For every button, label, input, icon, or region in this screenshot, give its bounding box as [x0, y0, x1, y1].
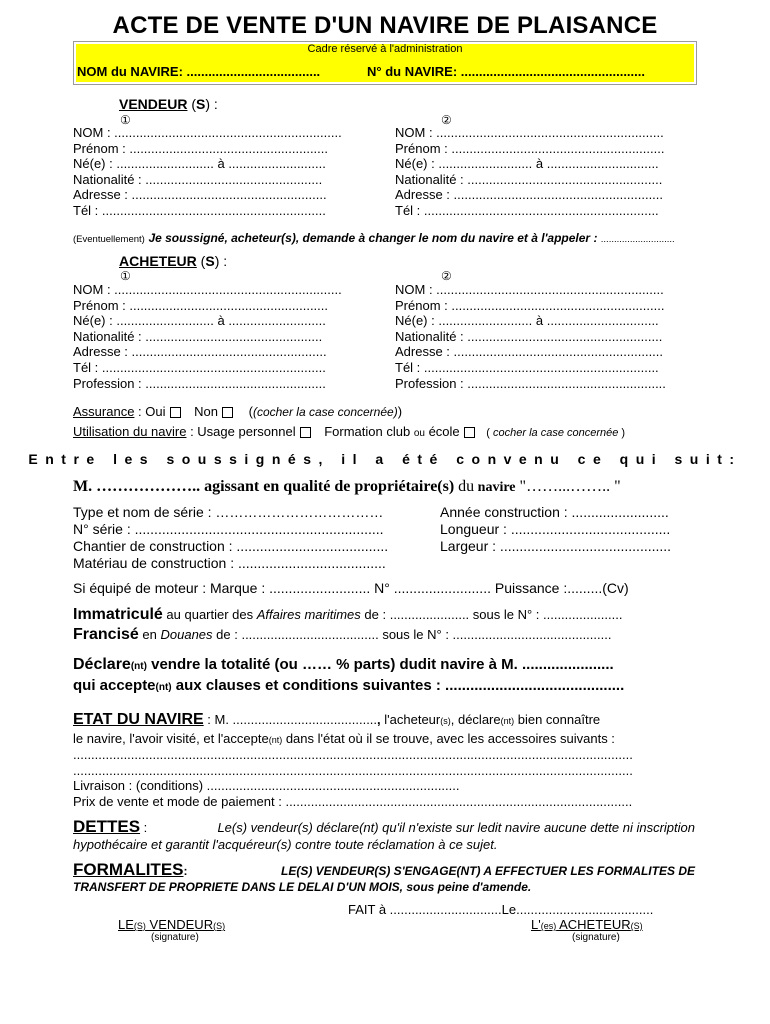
acheteur-1-fields — [73, 282, 342, 391]
vendeur-heading: VENDEUR (S) : — [119, 96, 218, 112]
ecole-checkbox[interactable] — [464, 427, 475, 438]
vendeur-2-nom[interactable]: NOM : ............................................................... — [395, 125, 664, 140]
ou-label: ou — [413, 428, 425, 439]
accessoires-field-1[interactable]: ........................................................................................................................................................... — [73, 747, 633, 762]
francise-fields[interactable]: de : ...................................... sous le N° : ............................................ — [212, 627, 612, 642]
vendeur-2-adresse[interactable]: Adresse : .......................................................... — [395, 187, 664, 203]
ecole-label: école — [428, 424, 460, 439]
acheteur-1-naissance[interactable]: Né(e) : ........................... à ........................... — [73, 313, 326, 329]
vendeur-2-tel[interactable]: Tél : ................................................................. — [395, 202, 659, 218]
acheteur-heading: ACHETEUR (S) : — [119, 253, 228, 269]
assurance-oui-checkbox[interactable] — [170, 407, 181, 418]
name-change-prefix: (Eventuellement) — [73, 234, 145, 245]
assurance-non-label: Non — [194, 404, 218, 419]
francise-line: Francisé en Douanes de : ...................................... sous le N° : ............................................ — [73, 626, 612, 643]
acheteur-2-nom[interactable]: NOM : ............................................................... — [395, 282, 664, 297]
declare-fields[interactable]: vendre la totalité (ou …… % parts) dudit navire à M. ...................... — [146, 656, 614, 673]
fait-line[interactable]: FAIT à ...............................Le...................................... — [348, 902, 654, 917]
acheteur-1-tel[interactable]: Tél : .............................................................. — [73, 359, 326, 375]
vendeur-1-nationalite[interactable]: Nationalité : ................................................. — [73, 171, 323, 187]
vendeur-1-adresse[interactable]: Adresse : ...................................................... — [73, 187, 327, 203]
navire-name-field[interactable]: "……...…….. " — [515, 478, 621, 495]
vendeur-1-naissance[interactable]: Né(e) : ........................... à ........................... — [73, 156, 326, 172]
page-title: ACTE DE VENTE D'UN NAVIRE DE PLAISANCE — [112, 12, 658, 39]
acheteur-1-prenom[interactable]: Prénom : ....................................................... — [73, 297, 329, 313]
vendeur-1-tel[interactable]: Tél : .............................................................. — [73, 202, 326, 218]
acheteur-2-number: ② — [441, 269, 452, 283]
vendeur-2-naissance[interactable]: Né(e) : .......................... à ............................... — [395, 156, 659, 172]
acheteur-1-profession[interactable]: Profession : .................................................. — [73, 375, 326, 391]
materiau-field[interactable]: Matériau de construction : ...................................... — [73, 555, 386, 571]
type-nom-serie-field[interactable]: Type et nom de série : ……………………………… — [73, 504, 384, 520]
utilisation-note: ( cocher la case concernée ) — [486, 427, 626, 439]
formation-club-label: Formation club — [324, 424, 411, 439]
name-change-text: Je soussigné, acheteur(s), demande à changer le nom du navire et à l'appeler : — [148, 231, 601, 245]
acheteur-1-nationalite[interactable]: Nationalité : ................................................. — [73, 328, 323, 344]
dettes-label: DETTES — [73, 817, 141, 836]
livraison-field[interactable]: Livraison : (conditions) ...................................................................... — [73, 778, 460, 793]
acheteur-2-tel[interactable]: Tél : ................................................................. — [395, 359, 659, 375]
acheteur-signature-caption: (signature) — [572, 932, 620, 943]
declare-line-2: qui accepte(nt) aux clauses et conditions suivantes : ........................................... — [73, 677, 625, 694]
formalites-label: FORMALITES — [73, 860, 184, 879]
name-change-line — [73, 230, 675, 245]
immatricule-fields[interactable]: de : ...................... sous le N° : ...................... — [360, 607, 623, 622]
acheteur-2-naissance[interactable]: Né(e) : .......................... à ............................... — [395, 313, 659, 329]
dettes-text-line-2: hypothécaire et garantit l'acquéreur(s) contre toute réclamation à ce sujet. — [73, 837, 498, 852]
formalites-text-line-2: TRANSFERT DE PROPRIETE DANS LE DELAI D'UN MOIS, sous peine d'amende. — [73, 880, 532, 894]
agissant-line: M. ……………….. agissant en qualité de propriétaire(s) du navire "……...…….. " — [73, 478, 621, 495]
numero-serie-field[interactable]: N° série : ................................................................ — [73, 521, 384, 537]
vendeur-2-number: ② — [441, 113, 452, 127]
formalites-section: FORMALITES: LE(S) VENDEUR(S) S'ENGAGE(NT) A EFFECTUER LES FORMALITES DE TRANSFERT DE PROPRIETE DANS LE DELAI D'UN MOIS, sous peine d'amende. — [73, 860, 695, 894]
etat-line-1: ETAT DU NAVIRE : M. ........................................, l'acheteur(s), déclare(nt) bien connaître — [73, 711, 601, 728]
assurance-note: ((cocher la case concernée)) — [248, 404, 403, 419]
assurance-line: Assurance : Oui Non ((cocher la case concernée)) — [73, 404, 403, 419]
etat-details — [73, 747, 633, 809]
dettes-section: DETTES : Le(s) vendeur(s) déclare(nt) qu'il n'existe sur ledit navire aucune dette ni inscription hypothécaire et garantit l'acquéreur(s) contre toute réclamation à ce sujet. — [73, 817, 695, 852]
chantier-field[interactable]: Chantier de construction : ....................................... — [73, 538, 389, 554]
accessoires-field-2[interactable]: ........................................................................................................................................................... — [73, 762, 633, 778]
moteur-line[interactable]: Si équipé de moteur : Marque : .......................... N° ......................... Puissance :.........(Cv) — [73, 580, 629, 596]
acheteur-1-nom[interactable]: NOM : ............................................................... — [73, 282, 342, 297]
assurance-non-checkbox[interactable] — [222, 407, 233, 418]
francise-label: Francisé — [73, 626, 139, 643]
longueur-field[interactable]: Longueur : ......................................... — [440, 521, 671, 537]
utilisation-label: Utilisation du navire — [73, 424, 187, 439]
admin-box — [73, 41, 697, 85]
specs-left — [73, 504, 388, 572]
vendeur-signature-heading: LE(S) VENDEUR(S) — [118, 917, 226, 932]
assurance-label: Assurance — [73, 404, 135, 419]
assurance-oui-label: Oui — [145, 404, 166, 419]
acheteur-1-adresse[interactable]: Adresse : ...................................................... — [73, 344, 327, 360]
utilisation-line: Utilisation du navire : Usage personnel Formation club ou école ( cocher la case concernée ) — [73, 424, 626, 439]
nom-navire-field[interactable]: NOM du NAVIRE: ..................................... — [77, 64, 321, 79]
declare-line-1: Déclare(nt) vendre la totalité (ou …… % parts) dudit navire à M. ...................... — [73, 656, 614, 673]
admin-caption: Cadre réservé à l'administration — [307, 43, 463, 55]
etat-label: ETAT DU NAVIRE — [73, 711, 204, 728]
acheteur-2-nationalite[interactable]: Nationalité : ...................................................... — [395, 328, 663, 344]
agissant-text[interactable]: M. ……………….. agissant en qualité de propriétaire(s) — [73, 478, 459, 495]
vendeur-1-fields — [73, 125, 342, 219]
vendeur-2-nationalite[interactable]: Nationalité : ...................................................... — [395, 171, 663, 187]
acheteur-2-fields — [395, 282, 666, 391]
specs-right — [440, 504, 671, 555]
num-navire-field[interactable]: N° du NAVIRE: ................................................... — [367, 64, 645, 79]
acheteur-2-prenom[interactable]: Prénom : ........................................................... — [395, 297, 665, 313]
vendeur-1-prenom[interactable]: Prénom : ....................................................... — [73, 140, 329, 156]
name-change-field[interactable]: ............................ — [600, 234, 675, 245]
etat-line-2: le navire, l'avoir visité, et l'accepte(nt) dans l'état où il se trouve, avec les accessoires suivants : — [73, 731, 615, 746]
usage-personnel-checkbox[interactable] — [300, 427, 311, 438]
immatricule-line: Immatriculé au quartier des Affaires maritimes de : ...................... sous le N° : ...................... — [73, 606, 623, 623]
immatricule-label: Immatriculé — [73, 606, 163, 623]
etat-m-field[interactable]: : M. ........................................ — [203, 712, 378, 727]
usage-personnel-label: Usage personnel — [197, 424, 296, 439]
acheteur-2-profession[interactable]: Profession : ....................................................... — [395, 375, 666, 391]
acheteur-signature-heading: L'(es) ACHETEUR(S) — [531, 917, 643, 932]
vendeur-1-nom[interactable]: NOM : ............................................................... — [73, 125, 342, 140]
dettes-text-line-1: Le(s) vendeur(s) déclare(nt) qu'il n'existe sur ledit navire aucune dette ni inscription — [217, 820, 695, 835]
acheteur-2-adresse[interactable]: Adresse : .......................................................... — [395, 344, 664, 360]
formalites-text-line-1: LE(S) VENDEUR(S) S'ENGAGE(NT) A EFFECTUER LES FORMALITES DE — [281, 864, 695, 878]
vendeur-signature-caption: (signature) — [151, 932, 199, 943]
vendeur-1-number: ① — [120, 113, 131, 127]
largeur-field[interactable]: Largeur : ............................................ — [440, 538, 672, 554]
vendeur-2-prenom[interactable]: Prénom : ........................................................... — [395, 140, 665, 156]
agreement-heading: Entre les soussignés, il a été convenu ce qui suit: — [28, 451, 742, 467]
vendeur-2-fields — [395, 125, 664, 219]
conditions-field[interactable]: aux clauses et conditions suivantes : ........................................... — [171, 677, 625, 694]
annee-construction-field[interactable]: Année construction : ......................... — [440, 504, 669, 520]
prix-field[interactable]: Prix de vente et mode de paiement : ................................................................................................ — [73, 793, 633, 809]
acheteur-1-number: ① — [120, 269, 131, 283]
